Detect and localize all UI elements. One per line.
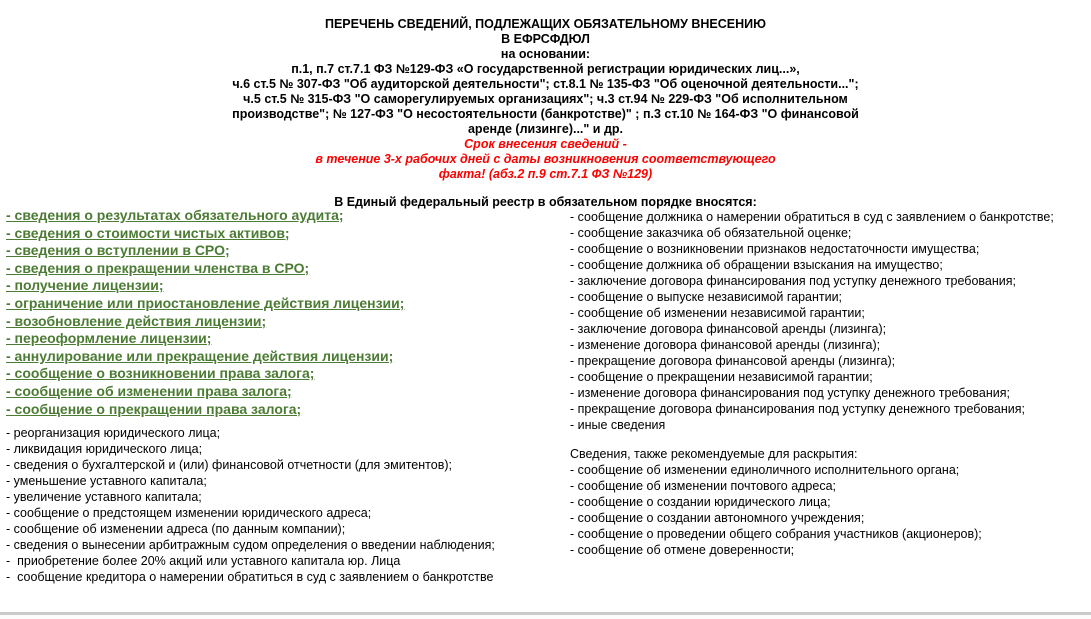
- page-break-area: [0, 615, 1091, 619]
- list-item: - прекращение договора финансирования под уступку денежного требования;: [570, 402, 1025, 416]
- list-item: - сообщение о предстоящем изменении юридического адреса;: [6, 506, 372, 521]
- list-item: - сообщение о прекращении независимой гарантии;: [570, 370, 873, 384]
- list-item-highlighted: - сведения о прекращении членства в СРО;: [6, 259, 310, 276]
- document-header: [0, 17, 1091, 182]
- right-column: [559, 209, 1064, 558]
- list-item-highlighted: - сведения о вступлении в СРО;: [6, 242, 230, 259]
- list-item: - сведения о вынесении арбитражным судом определения о введении наблюдения;: [6, 538, 495, 553]
- list-item: - сообщение об изменении независимой гарантии;: [570, 306, 865, 320]
- list-item-highlighted: - получение лицензии;: [6, 277, 164, 294]
- title-line: на основании:: [500, 47, 591, 61]
- list-item-highlighted: - сообщение об изменении права залога;: [6, 382, 292, 399]
- list-item: - сообщение о проведении общего собрания участников (акционеров);: [570, 527, 982, 541]
- list-item-highlighted: - сообщение о возникновении права залога;: [6, 365, 315, 382]
- list-item-highlighted: - ограничение или приостановление действия лицензии;: [6, 294, 405, 311]
- list-item: - изменение договора финансирования под уступку денежного требования;: [570, 386, 1010, 400]
- list-item: - изменение договора финансовой аренды (лизинга);: [570, 338, 881, 352]
- list-item-highlighted: - сообщение о прекращении права залога;: [6, 400, 302, 417]
- title-line: В ЕФРСФДЮЛ: [501, 32, 590, 46]
- legal-basis: [0, 62, 1091, 137]
- list-item: - приобретение более 20% акций или уставного капитала юр. Лица: [6, 554, 401, 569]
- list-item: - уменьшение уставного капитала;: [6, 474, 207, 489]
- left-column: [6, 207, 554, 585]
- list-item: - сообщение об изменении адреса (по данным компании);: [6, 522, 346, 537]
- plain-items-list: [6, 425, 554, 585]
- mandatory-items-list: [559, 209, 1064, 433]
- list-item: - увеличение уставного капитала;: [6, 490, 202, 505]
- list-item: - сообщение об изменении единоличного исполнительного органа;: [570, 463, 960, 477]
- list-item: - ликвидация юридического лица;: [6, 442, 203, 457]
- list-item: - заключение договора финансирования под уступку денежного требования;: [570, 274, 1017, 288]
- list-item: - сообщение заказчика об обязательной оценке;: [570, 226, 852, 240]
- legal-basis-line: аренде (лизинге)..." и др.: [467, 122, 624, 136]
- list-item: - сообщение кредитора о намерении обратиться в суд с заявлением о банкротстве: [6, 570, 494, 585]
- highlighted-items-list: [6, 207, 554, 418]
- list-item-highlighted: - сведения о результатах обязательного аудита;: [6, 207, 344, 223]
- list-item: - заключение договора финансовой аренды (лизинга);: [570, 322, 887, 336]
- list-item: - сообщение о возникновении признаков недостаточности имущества;: [570, 242, 980, 256]
- deadline-notice: [0, 137, 1091, 182]
- list-item: - реорганизация юридического лица;: [6, 426, 221, 441]
- document-title: [0, 17, 1091, 62]
- intro-line: В Единый федеральный реестр в обязательном порядке вносятся:: [334, 195, 757, 209]
- deadline-line: Срок внесения сведений -: [464, 137, 627, 151]
- recommended-items-list: [559, 462, 1064, 558]
- list-item-highlighted: - сведения о стоимости чистых активов;: [6, 224, 290, 241]
- recommended-heading: Сведения, также рекомендуемые для раскрытия:: [570, 447, 858, 461]
- list-item: - сообщение должника о намерении обратиться в суд с заявлением о банкротстве;: [570, 210, 1054, 224]
- legal-basis-line: ч.6 ст.5 № 307-ФЗ "Об аудиторской деятельности"; ст.8.1 № 135-ФЗ "Об оценочной деятельности...";: [232, 77, 859, 91]
- list-item: - сообщение об изменении почтового адреса;: [570, 479, 837, 493]
- list-item: - сообщение должника об обращении взыскания на имущество;: [570, 258, 943, 272]
- list-item-highlighted: - возобновление действия лицензии;: [6, 312, 267, 329]
- list-item: - сообщение об отмене доверенности;: [570, 543, 795, 557]
- deadline-line: факта! (абз.2 п.9 ст.7.1 ФЗ №129): [438, 167, 653, 181]
- legal-basis-line: производстве"; № 127-ФЗ "О несостоятельности (банкротстве)" ; п.3 ст.10 № 164-ФЗ "О финансовой: [232, 107, 859, 121]
- list-item: - сведения о бухгалтерской и (или) финансовой отчетности (для эмитентов);: [6, 458, 452, 473]
- deadline-line: в течение 3-х рабочих дней с даты возникновения соответствующего: [315, 152, 776, 166]
- list-item: - сообщение о создании юридического лица;: [570, 495, 831, 509]
- list-item: - прекращение договора финансовой аренды (лизинга);: [570, 354, 896, 368]
- list-item: - сообщение о создании автономного учреждения;: [570, 511, 865, 525]
- legal-basis-line: ч.5 ст.5 № 315-ФЗ "О саморегулируемых организациях"; ч.3 ст.94 № 229-ФЗ "Об исполнительном: [243, 92, 848, 106]
- list-item: - иные сведения: [570, 418, 666, 432]
- title-line: ПЕРЕЧЕНЬ СВЕДЕНИЙ, ПОДЛЕЖАЩИХ ОБЯЗАТЕЛЬНОМУ ВНЕСЕНИЮ: [324, 17, 766, 31]
- list-item: - сообщение о выпуске независимой гарантии;: [570, 290, 843, 304]
- legal-basis-line: п.1, п.7 ст.7.1 ФЗ №129-ФЗ «О государственной регистрации юридических лиц...»,: [291, 62, 800, 76]
- list-item-highlighted: - переоформление лицензии;: [6, 330, 212, 347]
- list-item-highlighted: - аннулирование или прекращение действия лицензии;: [6, 347, 394, 364]
